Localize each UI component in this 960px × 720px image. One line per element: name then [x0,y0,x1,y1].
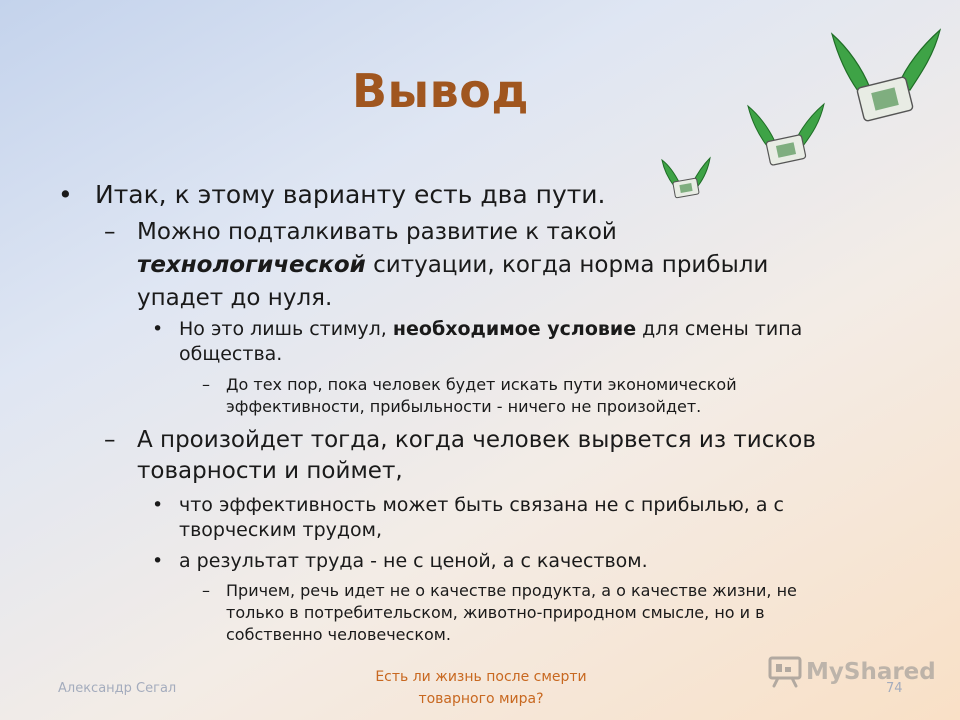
slide-title: Вывод [352,64,530,118]
presentation-board-icon [768,656,802,688]
watermark [768,656,936,688]
item-1-1-line-2 [137,249,768,282]
item-1-1-1-pre: Но это лишь стимул, [179,318,393,340]
watermark-text: MyShared [806,659,936,685]
item-1-1-line-2-rest: ситуации, когда норма прибыли [365,252,769,278]
bullet-marker: • [152,494,164,516]
dash-marker: – [104,427,116,453]
dash-marker: – [104,219,116,245]
page-number: 74 [886,681,903,696]
item-1-1-line-1: Можно подталкивать развитие к такой [137,219,617,245]
footer-title [356,666,606,710]
item-1: Итак, к этому варианту есть два пути. [95,180,606,209]
item-1-2-line-2: товарности и поймет, [137,458,403,484]
bullet-marker: • [152,318,164,340]
flying-money-icon [656,156,716,202]
footer-author: Александр Сегал [58,681,177,696]
dash-marker: – [202,375,210,394]
item-1-1-1-line-1 [179,317,802,342]
item-1-2-2-1-line-3: собственно человеческом. [226,625,451,644]
item-1-2-2-1-line-2: только в потребительском, животно-природном смысле, но и в [226,603,765,622]
item-1-2-1-line-1: что эффективность может быть связана не с прибылью, а с [179,494,785,516]
footer-title-line-2: товарного мира? [418,691,544,707]
emphasis-text: технологической [137,252,366,278]
footer-title-line-1: Есть ли жизнь после смерти [375,669,587,685]
item-1-1-1-line-2: общества. [179,343,283,365]
item-1-1-1-1-line-1: До тех пор, пока человек будет искать пути экономической [226,375,737,394]
item-1-2-2: а результат труда - не с ценой, а с качеством. [179,550,648,572]
bullet-marker: • [152,550,164,572]
item-1-1-1-1-line-2: эффективности, прибыльности - ничего не произойдет. [226,397,702,416]
item-1-1-1-post: для смены типа [636,318,803,340]
item-1-2-line-1: А произойдет тогда, когда человек вырвется из тисков [137,427,816,453]
item-1-1-line-3: упадет до нуля. [137,285,333,311]
flying-money-icon [740,100,830,172]
dash-marker: – [202,581,210,600]
bullet-marker: • [58,180,73,209]
bold-text: необходимое условие [392,318,637,340]
item-1-2-2-1-line-1: Причем, речь идет не о качестве продукта, а о качестве жизни, не [226,581,797,600]
flying-money-icon [822,26,948,130]
item-1-2-1-line-2: творческим трудом, [179,519,383,541]
